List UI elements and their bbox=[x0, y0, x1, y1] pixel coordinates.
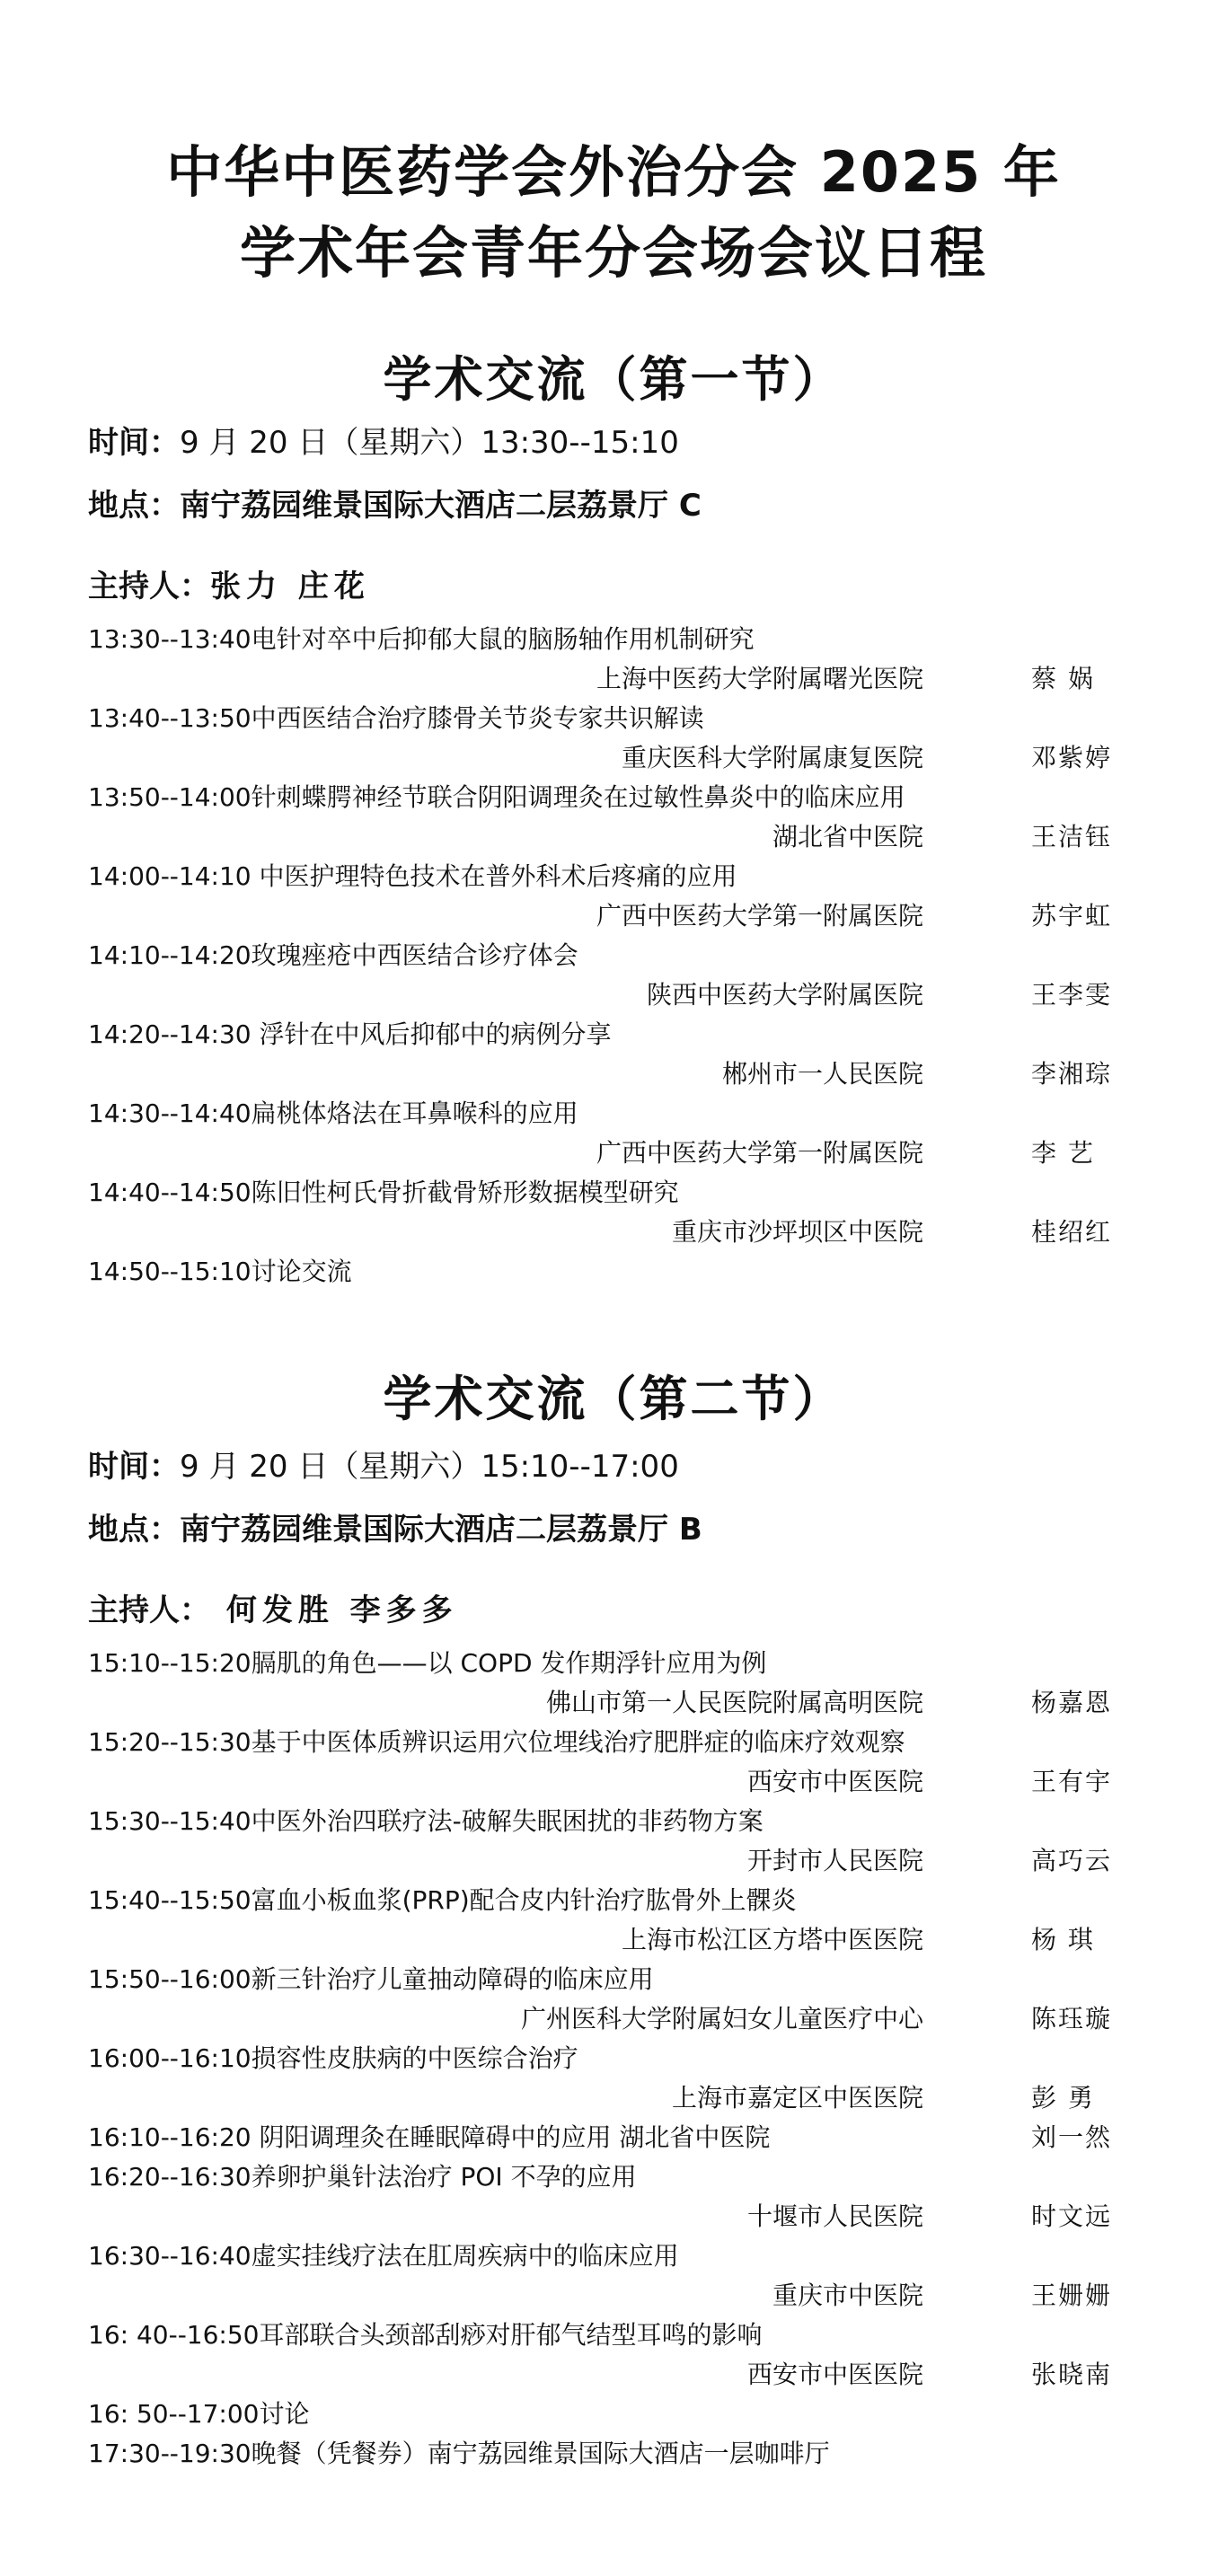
agenda-time: 14:30--14:40 bbox=[88, 1098, 252, 1128]
agenda-time: 14:00--14:10 bbox=[88, 861, 252, 891]
agenda-item-line bbox=[88, 1015, 1139, 1054]
agenda-item bbox=[88, 2434, 1139, 2474]
agenda-speaker: 陈珏璇 bbox=[1031, 2004, 1113, 2033]
agenda-item bbox=[88, 2157, 1139, 2236]
agenda-item-line bbox=[88, 1644, 1139, 1683]
agenda-speaker: 王姗姗 bbox=[1031, 2280, 1113, 2310]
agenda-item-line bbox=[88, 1173, 1139, 1213]
section-1-location-label: 地点： bbox=[88, 488, 180, 524]
agenda-item-line bbox=[88, 778, 1139, 817]
agenda-speaker: 苏宇虹 bbox=[1031, 901, 1113, 931]
section-1-agenda bbox=[88, 620, 1139, 1292]
agenda-speaker: 王有宇 bbox=[1031, 1767, 1113, 1796]
agenda-topic: 阴阳调理灸在睡眠障碍中的应用 湖北省中医院 bbox=[251, 2122, 771, 2152]
agenda-affiliation-line bbox=[88, 1999, 1139, 2039]
section-2-location-value: 南宁荔园维景国际大酒店二层荔景厅 B bbox=[180, 1512, 702, 1548]
agenda-institution: 广州医科大学附属妇女儿童医疗中心 bbox=[520, 2004, 923, 2033]
agenda-item-line bbox=[88, 2434, 1139, 2474]
agenda-institution: 重庆医科大学附属康复医院 bbox=[621, 743, 923, 772]
agenda-time: 15:10--15:20 bbox=[88, 1648, 252, 1678]
agenda-topic: 耳部联合头颈部刮痧对肝郁气结型耳鸣的影响 bbox=[259, 2320, 763, 2350]
agenda-time: 17:30--19:30 bbox=[88, 2439, 252, 2468]
agenda-affiliation-line bbox=[88, 659, 1139, 699]
agenda-topic: 新三针治疗儿童抽动障碍的临床应用 bbox=[251, 1964, 654, 1994]
section-2-host-names: 何发胜 李多多 bbox=[210, 1592, 458, 1628]
agenda-time: 13:50--14:00 bbox=[88, 782, 252, 812]
agenda-time: 14:10--14:20 bbox=[88, 940, 252, 970]
section-1-time bbox=[88, 418, 679, 462]
agenda-institution: 十堰市人民医院 bbox=[746, 2201, 923, 2231]
agenda-item bbox=[88, 2039, 1139, 2118]
agenda-topic: 中西医结合治疗膝骨关节炎专家共识解读 bbox=[251, 703, 704, 733]
agenda-item bbox=[88, 1644, 1139, 1723]
agenda-item-line bbox=[88, 2236, 1139, 2276]
section-2-location bbox=[88, 1504, 702, 1548]
agenda-item bbox=[88, 1015, 1139, 1094]
agenda-institution: 重庆市沙坪坝区中医院 bbox=[671, 1217, 923, 1247]
agenda-item bbox=[88, 2118, 1139, 2157]
agenda-affiliation-line bbox=[88, 2078, 1139, 2118]
agenda-topic: 损容性皮肤病的中医综合治疗 bbox=[251, 2043, 578, 2073]
agenda-institution: 开封市人民医院 bbox=[746, 1846, 923, 1875]
agenda-topic: 膈肌的角色——以 COPD 发作期浮针应用为例 bbox=[251, 1648, 767, 1678]
agenda-speaker: 彭 勇 bbox=[1031, 2083, 1095, 2113]
agenda-time: 16: 50--17:00 bbox=[88, 2399, 260, 2429]
agenda-topic: 虚实挂线疗法在肛周疾病中的临床应用 bbox=[251, 2241, 679, 2271]
agenda-item-line bbox=[88, 2316, 1139, 2355]
agenda-time: 15:50--16:00 bbox=[88, 1964, 252, 1994]
section-1-location bbox=[88, 481, 702, 525]
agenda-item bbox=[88, 1252, 1139, 1292]
agenda-item-line bbox=[88, 1252, 1139, 1292]
document-title-line-1: 中华中医药学会外治分会 2025 年 bbox=[166, 139, 1061, 205]
agenda-item-line bbox=[88, 699, 1139, 738]
agenda-item bbox=[88, 1723, 1139, 1802]
agenda-speaker: 邓紫婷 bbox=[1031, 743, 1113, 772]
agenda-time: 16:00--16:10 bbox=[88, 2043, 252, 2073]
section-1-hosts bbox=[88, 561, 370, 605]
agenda-speaker: 张晓南 bbox=[1031, 2360, 1113, 2389]
agenda-speaker: 刘一然 bbox=[1031, 2122, 1113, 2152]
agenda-item-line bbox=[88, 2039, 1139, 2078]
agenda-speaker: 李 艺 bbox=[1031, 1138, 1095, 1168]
agenda-topic: 电针对卒中后抑郁大鼠的脑肠轴作用机制研究 bbox=[251, 624, 755, 654]
agenda-topic: 中医护理特色技术在普外科术后疼痛的应用 bbox=[251, 861, 737, 891]
agenda-institution: 郴州市一人民医院 bbox=[721, 1059, 923, 1089]
agenda-item-line bbox=[88, 1094, 1139, 1134]
agenda-affiliation-line bbox=[88, 1213, 1139, 1252]
section-1-time-value: 9 月 20 日（星期六）13:30--15:10 bbox=[180, 425, 679, 461]
agenda-institution: 重庆市中医院 bbox=[772, 2280, 923, 2310]
agenda-item bbox=[88, 857, 1139, 936]
agenda-item-line bbox=[88, 2157, 1139, 2197]
agenda-affiliation-line bbox=[88, 896, 1139, 936]
agenda-item bbox=[88, 936, 1139, 1015]
agenda-speaker: 杨 琪 bbox=[1031, 1925, 1095, 1954]
section-2-heading: 学术交流（第二节） bbox=[383, 1371, 844, 1427]
section-2-time-value: 9 月 20 日（星期六）15:10--17:00 bbox=[180, 1449, 679, 1485]
section-2-time bbox=[88, 1442, 679, 1486]
agenda-time: 15:20--15:30 bbox=[88, 1727, 252, 1757]
agenda-item bbox=[88, 1881, 1139, 1960]
agenda-institution: 广西中医药大学第一附属医院 bbox=[596, 901, 923, 931]
agenda-item-line bbox=[88, 620, 1139, 659]
agenda-item-line bbox=[88, 2395, 1139, 2434]
section-2-time-label: 时间： bbox=[88, 1449, 180, 1485]
agenda-institution: 佛山市第一人民医院附属高明医院 bbox=[545, 1688, 923, 1717]
agenda-topic: 中医外治四联疗法-破解失眠困扰的非药物方案 bbox=[251, 1806, 764, 1836]
section-2-host-label: 主持人： bbox=[88, 1592, 210, 1628]
agenda-institution: 上海市松江区方塔中医医院 bbox=[621, 1925, 923, 1954]
agenda-item bbox=[88, 2316, 1139, 2395]
agenda-affiliation-line bbox=[88, 817, 1139, 857]
section-1-location-value: 南宁荔园维景国际大酒店二层荔景厅 C bbox=[180, 488, 702, 524]
agenda-topic: 讨论交流 bbox=[251, 1257, 352, 1286]
agenda-affiliation-line bbox=[88, 2276, 1139, 2316]
agenda-affiliation-line bbox=[88, 975, 1139, 1015]
agenda-institution: 西安市中医医院 bbox=[746, 1767, 923, 1796]
agenda-affiliation-line bbox=[88, 1841, 1139, 1881]
agenda-speaker: 蔡 娲 bbox=[1031, 664, 1095, 693]
agenda-item bbox=[88, 778, 1139, 857]
agenda-topic: 讨论 bbox=[259, 2399, 310, 2429]
agenda-time: 13:40--13:50 bbox=[88, 703, 252, 733]
agenda-affiliation-line bbox=[88, 1683, 1139, 1723]
agenda-topic: 养卵护巢针法治疗 POI 不孕的应用 bbox=[251, 2162, 637, 2192]
agenda-item bbox=[88, 1094, 1139, 1173]
document-title-line-2: 学术年会青年分会场会议日程 bbox=[239, 220, 987, 286]
agenda-topic: 陈旧性柯氏骨折截骨矫形数据模型研究 bbox=[251, 1178, 679, 1207]
agenda-time: 16:20--16:30 bbox=[88, 2162, 252, 2192]
agenda-speaker: 杨嘉恩 bbox=[1031, 1688, 1113, 1717]
agenda-affiliation-line bbox=[88, 1762, 1139, 1802]
agenda-time: 14:40--14:50 bbox=[88, 1178, 252, 1207]
section-1-host-names: 张力 庄花 bbox=[210, 569, 370, 604]
agenda-time: 15:30--15:40 bbox=[88, 1806, 252, 1836]
agenda-affiliation-line bbox=[88, 2355, 1139, 2395]
agenda-topic: 玫瑰痤疮中西医结合诊疗体会 bbox=[251, 940, 578, 970]
agenda-item-line bbox=[88, 936, 1139, 975]
agenda-time: 13:30--13:40 bbox=[88, 624, 252, 654]
agenda-item bbox=[88, 1802, 1139, 1881]
agenda-item-line bbox=[88, 1960, 1139, 1999]
agenda-speaker: 时文远 bbox=[1031, 2201, 1113, 2231]
agenda-item-line bbox=[88, 1802, 1139, 1841]
agenda-item bbox=[88, 699, 1139, 778]
section-1-time-label: 时间： bbox=[88, 425, 180, 461]
section-1-host-label: 主持人： bbox=[88, 569, 210, 604]
agenda-topic: 晚餐（凭餐券）南宁荔园维景国际大酒店一层咖啡厅 bbox=[251, 2439, 830, 2468]
agenda-item-line bbox=[88, 1881, 1139, 1920]
agenda-item bbox=[88, 2395, 1139, 2434]
section-1-heading: 学术交流（第一节） bbox=[383, 351, 844, 408]
agenda-affiliation-line bbox=[88, 1054, 1139, 1094]
section-2-hosts bbox=[88, 1585, 458, 1629]
agenda-institution: 湖北省中医院 bbox=[772, 822, 923, 851]
agenda-speaker: 王洁钰 bbox=[1031, 822, 1113, 851]
agenda-time: 14:20--14:30 bbox=[88, 1019, 252, 1049]
agenda-speaker: 王李雯 bbox=[1031, 980, 1113, 1010]
agenda-topic: 浮针在中风后抑郁中的病例分享 bbox=[251, 1019, 612, 1049]
agenda-affiliation-line bbox=[88, 1134, 1139, 1173]
agenda-topic: 富血小板血浆(PRP)配合皮内针治疗肱骨外上髁炎 bbox=[251, 1885, 797, 1915]
agenda-time: 15:40--15:50 bbox=[88, 1885, 252, 1915]
agenda-topic: 基于中医体质辨识运用穴位埋线治疗肥胖症的临床疗效观察 bbox=[251, 1727, 905, 1757]
agenda-item bbox=[88, 620, 1139, 699]
agenda-time: 16:30--16:40 bbox=[88, 2241, 252, 2271]
agenda-affiliation-line bbox=[88, 2197, 1139, 2236]
section-2-agenda bbox=[88, 1644, 1139, 2474]
agenda-affiliation-line bbox=[88, 1920, 1139, 1960]
agenda-institution: 陕西中医药大学附属医院 bbox=[646, 980, 923, 1010]
agenda-affiliation-line bbox=[88, 738, 1139, 778]
agenda-time: 14:50--15:10 bbox=[88, 1257, 252, 1286]
agenda-topic: 针刺蝶腭神经节联合阴阳调理灸在过敏性鼻炎中的临床应用 bbox=[251, 782, 905, 812]
agenda-time: 16:10--16:20 bbox=[88, 2122, 252, 2152]
agenda-item-line bbox=[88, 857, 1139, 896]
agenda-speaker: 高巧云 bbox=[1031, 1846, 1113, 1875]
agenda-institution: 上海中医药大学附属曙光医院 bbox=[596, 664, 923, 693]
agenda-speaker: 李湘琮 bbox=[1031, 1059, 1113, 1089]
agenda-institution: 上海市嘉定区中医医院 bbox=[671, 2083, 923, 2113]
agenda-institution: 西安市中医医院 bbox=[746, 2360, 923, 2389]
agenda-item-line bbox=[88, 1723, 1139, 1762]
agenda-item bbox=[88, 2236, 1139, 2316]
agenda-topic: 扁桃体烙法在耳鼻喉科的应用 bbox=[251, 1098, 578, 1128]
agenda-time: 16: 40--16:50 bbox=[88, 2320, 260, 2350]
agenda-item-line bbox=[88, 2118, 1139, 2157]
agenda-item bbox=[88, 1173, 1139, 1252]
agenda-speaker: 桂绍红 bbox=[1031, 1217, 1113, 1247]
agenda-institution: 广西中医药大学第一附属医院 bbox=[596, 1138, 923, 1168]
section-2-location-label: 地点： bbox=[88, 1512, 180, 1548]
agenda-item bbox=[88, 1960, 1139, 2039]
